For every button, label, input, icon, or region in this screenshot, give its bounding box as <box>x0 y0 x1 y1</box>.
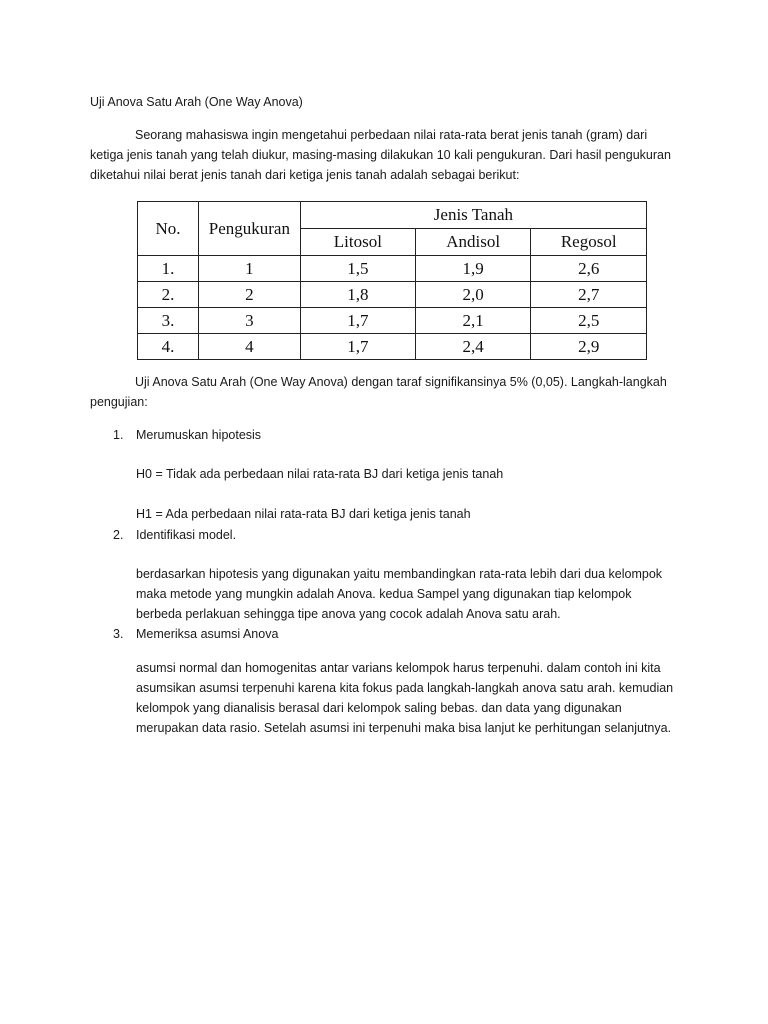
header-jenis-tanah: Jenis Tanah <box>300 202 646 229</box>
step-3-text-line: asumsi normal dan homogenitas antar varians kelompok harus terpenuhi. dalam contoh ini kita <box>136 661 661 675</box>
cell-litosol: 1,7 <box>300 308 415 334</box>
step-1-heading: Merumuskan hipotesis <box>136 428 262 442</box>
method-line-2: pengujian: <box>90 395 148 409</box>
table-row <box>138 256 647 282</box>
step-2-heading: Identifikasi model. <box>136 528 237 542</box>
step-2-text-line: berbeda perlakuan sehingga tipe anova yang cocok adalah Anova satu arah. <box>136 607 561 621</box>
step-2-text-line: berdasarkan hipotesis yang digunakan yaitu membandingkan rata-rata lebih dari dua kelompok <box>136 567 663 581</box>
cell-pengukuran: 4 <box>198 334 300 360</box>
hypothesis-h1: H1 = Ada perbedaan nilai rata-rata BJ dari ketiga jenis tanah <box>136 507 471 521</box>
intro-line-1: Seorang mahasiswa ingin mengetahui perbedaan nilai rata-rata berat jenis tanah (gram) dari <box>135 128 648 142</box>
cell-litosol: 1,7 <box>300 334 415 360</box>
table-row <box>138 282 647 308</box>
cell-no: 3. <box>138 308 199 334</box>
document-title: Uji Anova Satu Arah (One Way Anova) <box>90 95 303 109</box>
step-1-number: 1. <box>113 428 124 442</box>
step-2-number: 2. <box>113 528 124 542</box>
cell-no: 2. <box>138 282 199 308</box>
cell-regosol: 2,6 <box>531 256 647 282</box>
cell-andisol: 1,9 <box>415 256 530 282</box>
header-regosol: Regosol <box>531 229 647 256</box>
cell-andisol: 2,1 <box>415 308 530 334</box>
table-row <box>138 308 647 334</box>
hypothesis-h0: H0 = Tidak ada perbedaan nilai rata-rata BJ dari ketiga jenis tanah <box>136 467 504 481</box>
step-3-text-line: merupakan data rasio. Setelah asumsi ini terpenuhi maka bisa lanjut ke perhitungan selanjutnya. <box>136 721 672 735</box>
header-andisol: Andisol <box>415 229 530 256</box>
step-3-text-line: kelompok yang dianalisis berasal dari kelompok saling bebas. dan data yang digunakan <box>136 701 622 715</box>
soil-density-table <box>137 201 647 360</box>
cell-regosol: 2,9 <box>531 334 647 360</box>
intro-line-2: ketiga jenis tanah yang telah diukur, masing-masing dilakukan 10 kali pengukuran. Dari hasil pengukuran <box>90 148 671 162</box>
step-2-text-line: maka metode yang mungkin adalah Anova. kedua Sampel yang digunakan tiap kelompok <box>136 587 632 601</box>
header-litosol: Litosol <box>300 229 415 256</box>
cell-pengukuran: 2 <box>198 282 300 308</box>
step-3-heading: Memeriksa asumsi Anova <box>136 627 279 641</box>
cell-pengukuran: 1 <box>198 256 300 282</box>
method-line-1: Uji Anova Satu Arah (One Way Anova) dengan taraf signifikansinya 5% (0,05). Langkah-langkah <box>135 375 667 389</box>
cell-andisol: 2,4 <box>415 334 530 360</box>
intro-line-3: diketahui nilai berat jenis tanah dari ketiga jenis tanah adalah sebagai berikut: <box>90 168 520 182</box>
header-pengukuran: Pengukuran <box>198 202 300 256</box>
cell-regosol: 2,7 <box>531 282 647 308</box>
cell-andisol: 2,0 <box>415 282 530 308</box>
cell-no: 1. <box>138 256 199 282</box>
header-no: No. <box>138 202 199 256</box>
table-row <box>138 334 647 360</box>
cell-litosol: 1,8 <box>300 282 415 308</box>
cell-pengukuran: 3 <box>198 308 300 334</box>
cell-regosol: 2,5 <box>531 308 647 334</box>
step-3-text-line: asumsikan asumsi terpenuhi karena kita fokus pada langkah-langkah anova satu arah. kemudian <box>136 681 674 695</box>
cell-no: 4. <box>138 334 199 360</box>
cell-litosol: 1,5 <box>300 256 415 282</box>
step-3-number: 3. <box>113 627 124 641</box>
